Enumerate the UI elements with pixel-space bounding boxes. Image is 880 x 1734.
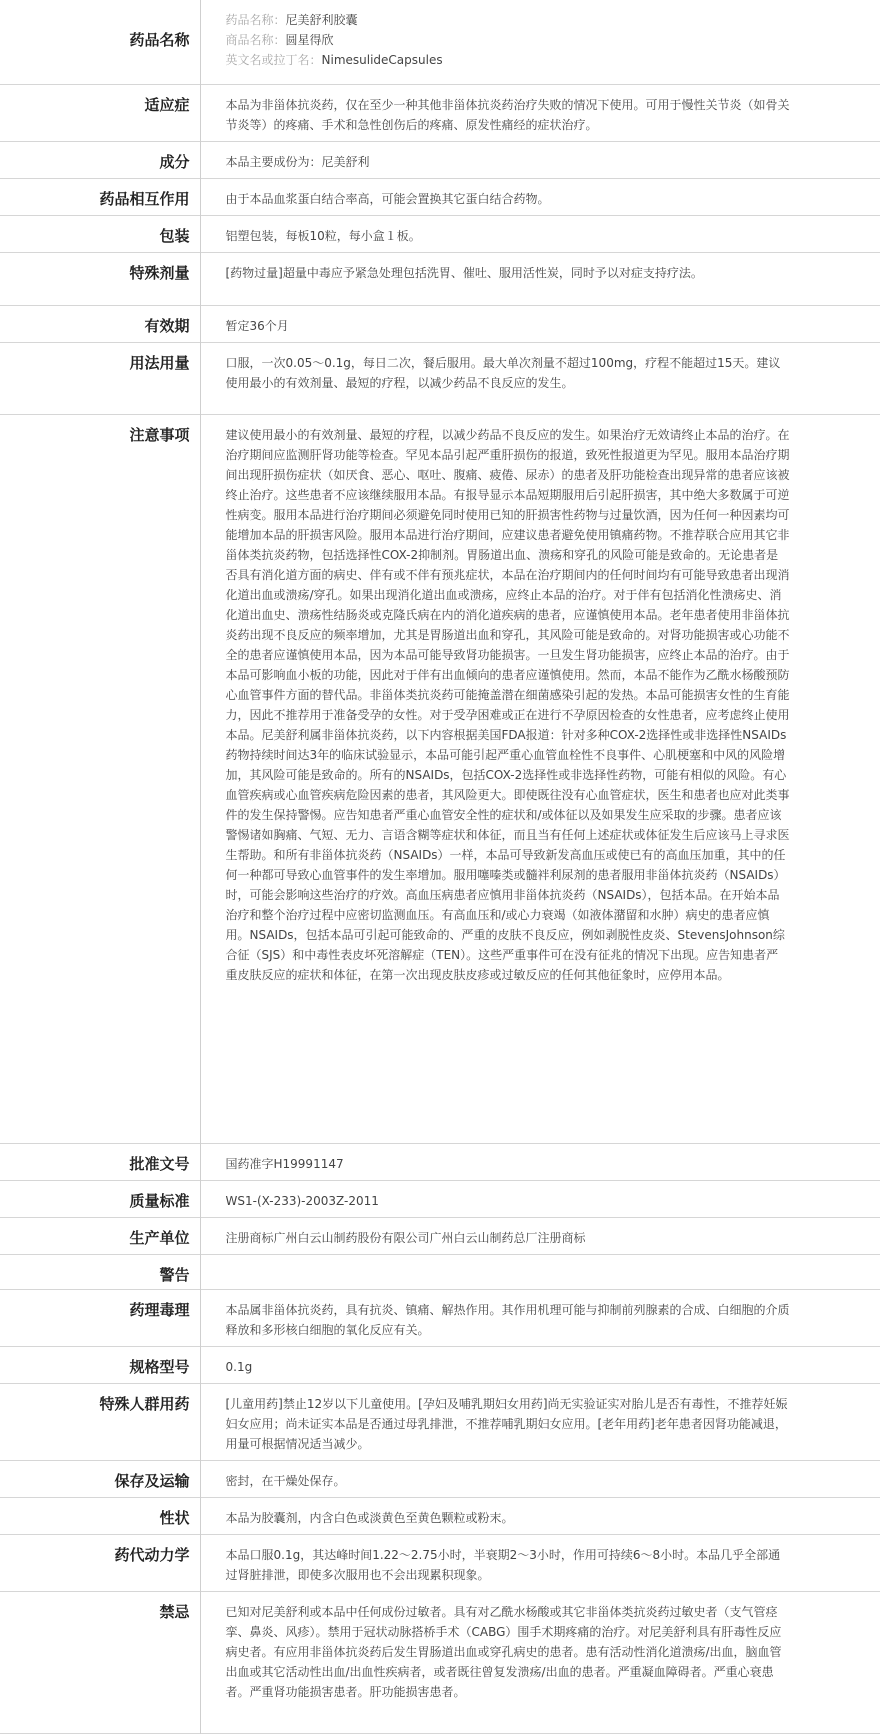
row-label: 药代动力学 bbox=[0, 1534, 200, 1591]
row-value: 本品主要成份为：尼美舒利 bbox=[225, 154, 370, 169]
row-label: 药品名称 bbox=[0, 0, 200, 84]
table-row bbox=[0, 305, 880, 342]
row-value: 国药准字H19991147 bbox=[225, 1156, 344, 1171]
row-value: 本品属非甾体抗炎药，具有抗炎、镇痛、解热作用。其作用机理可能与抑制前列腺素的合成、白细胞的介质释放和多形核白细胞的氧化反应有关。 bbox=[225, 1302, 790, 1337]
table-row bbox=[0, 84, 880, 141]
field-key: 英文名或拉丁名： bbox=[225, 53, 322, 67]
table-row bbox=[0, 1217, 880, 1254]
row-label: 批准文号 bbox=[0, 1143, 200, 1180]
trade-name-line bbox=[226, 30, 791, 50]
row-value: 暂定36个月 bbox=[225, 318, 289, 333]
row-value: 铝塑包装，每板10粒，每小盒１板。 bbox=[225, 228, 421, 243]
row-value: 由于本品血浆蛋白结合率高，可能会置换其它蛋白结合药物。 bbox=[225, 191, 550, 206]
drug-name-line bbox=[226, 10, 791, 30]
field-value: 圆星得欣 bbox=[285, 33, 334, 47]
row-value: 本品为胶囊剂，内含白色或淡黄色至黄色颗粒或粉末。 bbox=[225, 1510, 514, 1525]
table-row bbox=[0, 1383, 880, 1460]
row-value: WS1-(X-233)-2003Z-2011 bbox=[225, 1193, 379, 1208]
table-row bbox=[0, 141, 880, 178]
row-value: 本品口服0.1g，其达峰时间1.22～2.75小时，半衰期2～3小时，作用可持续6～8小时。本品几乎全部通过肾脏排泄，即使多次服用也不会出现累积现象。 bbox=[225, 1547, 781, 1582]
row-label: 特殊人群用药 bbox=[0, 1383, 200, 1460]
table-row bbox=[0, 1143, 880, 1180]
table-row bbox=[0, 1534, 880, 1591]
row-value: [儿童用药]禁止12岁以下儿童使用。[孕妇及哺乳期妇女用药]尚无实验证实对胎儿是否有毒性，不推荐妊娠妇女应用；尚未证实本品是否通过母乳排泄，不推荐哺乳期妇女应用。[老年用药]老年患者因肾功能减退，用量可根据情况适当减少。 bbox=[225, 1396, 788, 1451]
table-row bbox=[0, 1591, 880, 1733]
table-row bbox=[0, 414, 880, 1143]
table-row bbox=[0, 1497, 880, 1534]
row-value: [药物过量]超量中毒应予紧急处理包括洗胃、催吐、服用活性炭，同时予以对症支持疗法。 bbox=[225, 265, 703, 280]
row-value: 建议使用最小的有效剂量、最短的疗程，以减少药品不良反应的发生。如果治疗无效请终止本品的治疗。在治疗期间应监测肝肾功能等检查。罕见本品引起严重肝损伤的报道，致死性报道更为罕见。服用本品治疗期间出现肝损伤症状（如厌食、恶心、呕吐、腹痛、疲倦、尿赤）的患者及肝功能检查出现异常的患者应该被终止治疗。这些患者不应该继续服用本品。有报导显示本品短期服用后引起肝损害，其中绝大多数属于可逆性病变。服用本品进行治疗期间必须避免同时使用已知的肝损害性药物与过量饮酒，因为任何一种因素均可能增加本品的肝损害风险。服用本品进行治疗期间，应建议患者避免使用镇痛药物。不推荐联合应用其它非甾体类抗炎药物，包括选择性COX-2抑制剂。胃肠道出血、溃疡和穿孔的风险可能是致命的。无论患者是否具有消化道方面的病史、伴有或不伴有预兆症状，本品在治疗期间内的任何时间均有可能导致患者出现消化道出血或溃疡/穿孔。如果出现消化道出血或溃疡，应终止本品的治疗。对于伴有包括消化性溃疡史、消化道出血史、溃疡性结肠炎或克隆氏病在内的消化道疾病的患者，应谨慎使用本品。老年患者使用非甾体抗炎药出现不良反应的频率增加，尤其是胃肠道出血和穿孔，其风险可能是致命的。对肾功能损害或心功能不全的患者应谨慎使用本品，因为本品可能导致肾功能损害。一旦发生肾功能损害，应终止本品的治疗。由于本品可影响血小板的功能，因此对于伴有出血倾向的患者应谨慎使用。然而，本品不能作为乙酰水杨酸预防心血管事件方面的替代品。非甾体类抗炎药可能掩盖潜在细菌感染引起的发热。本品可能损害女性的生育能力，因此不推荐用于准备受孕的女性。对于受孕困难或正在进行不孕原因检查的女性患者，应考虑终止使用本品。尼美舒利属非甾体抗炎药，以下内容根据美国FDA报道：针对多种COX-2选择性或非选择性NSAIDs药物持续时间达3年的临床试验显示，本品可能引起严重心血管血栓性不良事件、心肌梗塞和中风的风险增加，其风险可能是致命的。所有的NSAIDs，包括COX-2选择性或非选择性药物，可能有相似的风险。有心血管疾病或心血管疾病危险因素的患者，其风险更大。即使既往没有心血管症状，医生和患者也应对此类事件的发生保持警惕。应告知患者严重心血管安全性的症状和/或体征以及如果发生应采取的步骤。患者应该警惕诸如胸痛、气短、无力、言语含糊等症状和体征，而且当有任何上述症状或体征发生后应该马上寻求医生帮助。和所有非甾体抗炎药（NSAIDs）一样，本品可导致新发高血压或使已有的高血压加重，其中的任何一种都可导致心血管事件的发生率增加。服用噻嗪类或髓袢利尿剂的患者服用非甾体抗炎药（NSAIDs）时，可能会影响这些治疗的疗效。高血压病患者应慎用非甾体抗炎药（NSAIDs），包括本品。在开始本品治疗和整个治疗过程中应密切监测血压。有高血压和/或心力衰竭（如液体潴留和水肿）病史的患者应慎用。NSAIDs，包括本品可引起可能致命的、严重的皮肤不良反应，例如剥脱性皮炎、StevensJohnson综合征（SJS）和中毒性表皮坏死溶解症（TEN）。这些严重事件可在没有征兆的情况下出现。应告知患者严重皮肤反应的症状和体征，在第一次出现皮肤皮疹或过敏反应的任何其他征象时，应停用本品。 bbox=[225, 427, 790, 982]
drug-name-fields bbox=[200, 0, 880, 84]
table-row bbox=[0, 215, 880, 252]
table-row bbox=[0, 1254, 880, 1289]
row-label: 特殊剂量 bbox=[0, 252, 200, 305]
table-row bbox=[0, 1346, 880, 1383]
row-label: 性状 bbox=[0, 1497, 200, 1534]
english-name-line bbox=[226, 50, 791, 70]
table-row bbox=[0, 1180, 880, 1217]
table-row bbox=[0, 178, 880, 215]
row-label: 生产单位 bbox=[0, 1217, 200, 1254]
field-value: 尼美舒利胶囊 bbox=[285, 13, 358, 27]
row-value: 已知对尼美舒利或本品中任何成份过敏者。具有对乙酰水杨酸或其它非甾体类抗炎药过敏史者（支气管痉挛、鼻炎、风疹）。禁用于冠状动脉搭桥手术（CABG）围手术期疼痛的治疗。对尼美舒利具有肝毒性反应病史者。有应用非甾体抗炎药后发生胃肠道出血或穿孔病史的患者。患有活动性消化道溃疡/出血，脑血管出血或其它活动性出血/出血性疾病者，或者既往曾复发溃疡/出血的患者。严重凝血障碍者。严重心衰患者。严重肾功能损害患者。肝功能损害患者。 bbox=[225, 1604, 782, 1699]
table-row bbox=[0, 1289, 880, 1346]
row-label: 有效期 bbox=[0, 305, 200, 342]
table-row bbox=[0, 342, 880, 414]
row-value bbox=[200, 1254, 880, 1289]
row-label: 药理毒理 bbox=[0, 1289, 200, 1346]
row-value: 密封，在干燥处保存。 bbox=[225, 1473, 346, 1488]
field-value: NimesulideCapsules bbox=[321, 53, 443, 67]
row-label: 成分 bbox=[0, 141, 200, 178]
row-value: 本品为非甾体抗炎药，仅在至少一种其他非甾体抗炎药治疗失败的情况下使用。可用于慢性关节炎（如骨关节炎等）的疼痛、手术和急性创伤后的疼痛、原发性痛经的症状治疗。 bbox=[225, 97, 790, 132]
field-key: 商品名称： bbox=[225, 33, 286, 47]
field-key: 药品名称： bbox=[225, 13, 286, 27]
row-label: 规格型号 bbox=[0, 1346, 200, 1383]
table-row bbox=[0, 252, 880, 305]
row-label: 注意事项 bbox=[0, 414, 200, 1143]
table-row-drug-name bbox=[0, 0, 880, 84]
row-value: 0.1g bbox=[225, 1359, 253, 1374]
row-label: 保存及运输 bbox=[0, 1460, 200, 1497]
row-label: 警告 bbox=[0, 1254, 200, 1289]
row-label: 药品相互作用 bbox=[0, 178, 200, 215]
row-label: 包装 bbox=[0, 215, 200, 252]
table-row bbox=[0, 1460, 880, 1497]
row-label: 用法用量 bbox=[0, 342, 200, 414]
row-value: 注册商标广州白云山制药股份有限公司广州白云山制药总厂注册商标 bbox=[225, 1230, 586, 1245]
row-label: 禁忌 bbox=[0, 1591, 200, 1733]
row-label: 适应症 bbox=[0, 84, 200, 141]
row-value: 口服，一次0.05～0.1g，每日二次，餐后服用。最大单次剂量不超过100mg，疗程不能超过15天。建议使用最小的有效剂量、最短的疗程，以减少药品不良反应的发生。 bbox=[225, 355, 781, 390]
row-label: 质量标准 bbox=[0, 1180, 200, 1217]
